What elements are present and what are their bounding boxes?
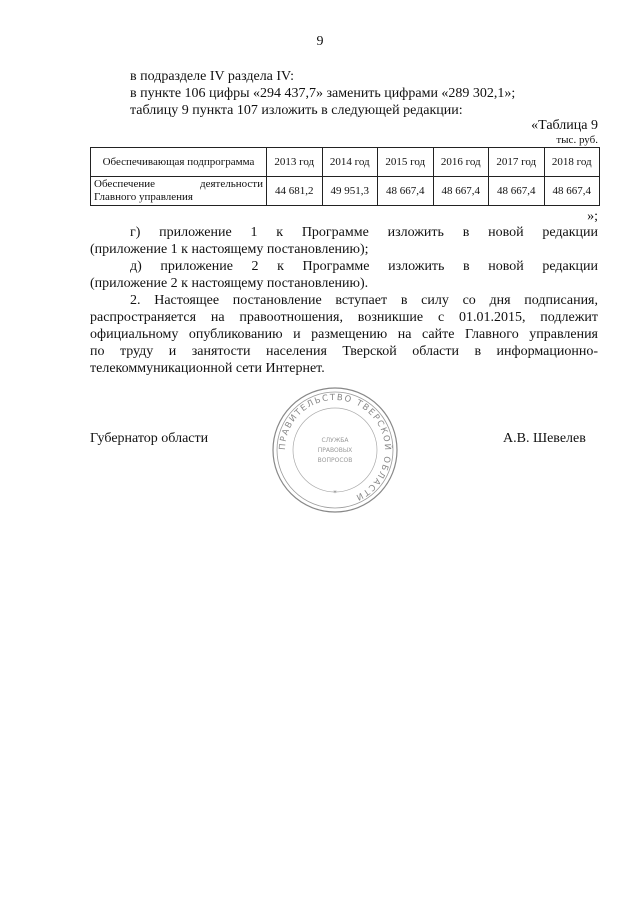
data-table xyxy=(90,147,600,206)
table-closing-quote: »; xyxy=(587,209,598,224)
svg-text:ПРАВИТЕЛЬСТВО ТВЕРСКОЙ ОБЛАСТИ: ПРАВИТЕЛЬСТВО ТВЕРСКОЙ ОБЛАСТИ xyxy=(277,392,393,503)
paragraph-2-line: официальному опубликованию и размещению на сайте Главного управления xyxy=(90,327,598,342)
row-value: 44 681,2 xyxy=(267,177,323,206)
item-g-line2: (приложение 1 к настоящему постановлению); xyxy=(90,242,369,257)
paragraph-2-line: телекоммуникационной сети Интернет. xyxy=(90,361,325,376)
row-value: 48 667,4 xyxy=(544,177,600,206)
header-year: 2016 год xyxy=(433,148,489,177)
item-d-line1: д) приложение 2 к Программе изложить в новой редакции xyxy=(130,259,598,274)
official-seal xyxy=(270,385,400,515)
signature-name: А.В. Шевелев xyxy=(503,431,586,446)
row-value: 48 667,4 xyxy=(378,177,434,206)
header-year: 2018 год xyxy=(544,148,600,177)
row-value: 48 667,4 xyxy=(433,177,489,206)
row-program xyxy=(91,177,267,206)
row-value: 48 667,4 xyxy=(489,177,545,206)
paragraph-2-line: 2. Настоящее постановление вступает в силу со дня подписания, xyxy=(130,293,598,308)
item-d-line2: (приложение 2 к настоящему постановлению). xyxy=(90,276,369,291)
header-program: Обеспечивающая подпрограмма xyxy=(91,148,267,177)
row-program-word: Обеспечение xyxy=(94,178,155,190)
table-units: тыс. руб. xyxy=(556,134,598,146)
text-line-item-106: в пункте 106 цифры «294 437,7» заменить цифрами «289 302,1»; xyxy=(130,86,516,101)
text-line-subsection: в подразделе IV раздела IV: xyxy=(130,69,295,84)
table-caption: «Таблица 9 xyxy=(531,118,598,133)
row-value: 49 951,3 xyxy=(322,177,378,206)
svg-text:ВОПРОСОВ: ВОПРОСОВ xyxy=(317,457,353,464)
text-line-table-9: таблицу 9 пункта 107 изложить в следующей редакции: xyxy=(130,103,463,118)
signature-title: Губернатор области xyxy=(90,431,209,446)
item-g-line1: г) приложение 1 к Программе изложить в новой редакции xyxy=(130,225,598,240)
row-program-word: деятельности xyxy=(200,178,263,190)
paragraph-2-line: по труду и занятости населения Тверской области в информационно- xyxy=(90,344,598,359)
table-header-row xyxy=(91,148,600,177)
svg-text:СЛУЖБА: СЛУЖБА xyxy=(321,437,349,444)
svg-text:ПРАВОВЫХ: ПРАВОВЫХ xyxy=(317,447,353,454)
svg-text:*: * xyxy=(333,489,337,497)
paragraph-2-line: распространяется на правоотношения, возникшие с 01.01.2015, подлежит xyxy=(90,310,598,325)
page-number: 9 xyxy=(316,34,324,49)
header-year: 2017 год xyxy=(489,148,545,177)
header-year: 2015 год xyxy=(378,148,434,177)
header-year: 2013 год xyxy=(267,148,323,177)
row-program-line2: Главного управления xyxy=(94,191,193,203)
header-year: 2014 год xyxy=(322,148,378,177)
table-row xyxy=(91,177,600,206)
